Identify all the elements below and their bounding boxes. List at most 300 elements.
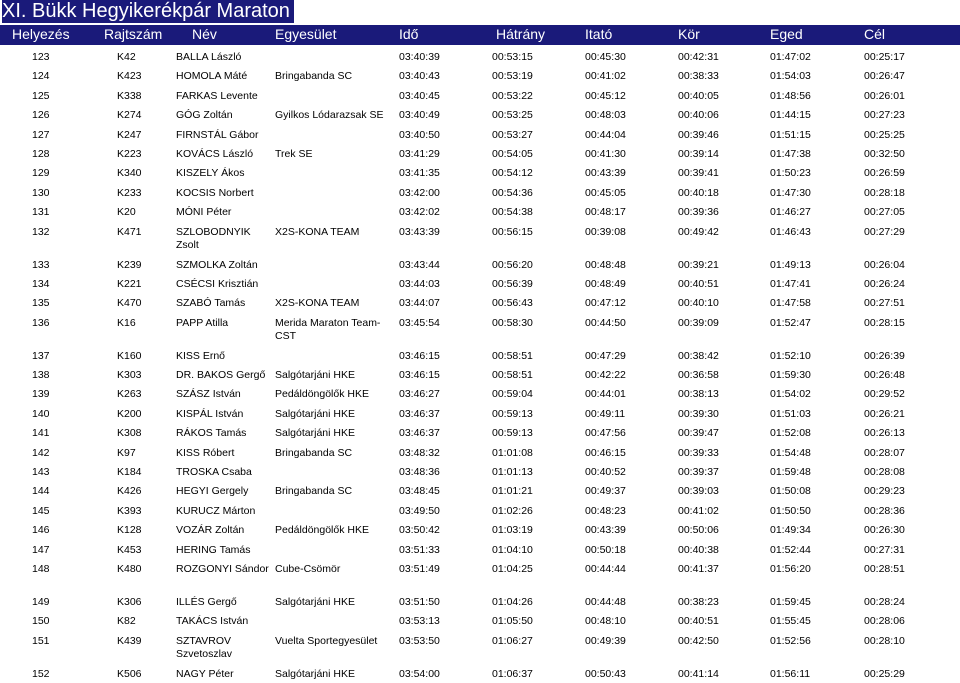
name-cell: TAKÁCS István xyxy=(176,615,249,628)
bib-cell: K470 xyxy=(117,297,142,310)
eged-split-cell: 01:51:15 xyxy=(770,128,811,141)
time-cell: 03:44:07 xyxy=(399,297,440,310)
bib-cell: K223 xyxy=(117,147,142,160)
kor-split-cell: 00:41:02 xyxy=(678,504,719,517)
bib-cell: K160 xyxy=(117,349,142,362)
eged-split-cell: 01:47:38 xyxy=(770,147,811,160)
position-cell: 123 xyxy=(32,51,50,63)
gap-cell: 01:04:26 xyxy=(492,595,533,608)
table-row xyxy=(0,125,960,144)
time-cell: 03:51:50 xyxy=(399,595,440,608)
itato-split-cell: 00:48:49 xyxy=(585,277,626,290)
cel-split-cell: 00:26:13 xyxy=(864,427,905,440)
column-header-nev: Név xyxy=(192,26,217,42)
gap-cell: 01:02:26 xyxy=(492,504,533,517)
gap-cell: 01:04:10 xyxy=(492,543,533,556)
name-cell: ILLÉS Gergő xyxy=(176,595,237,608)
itato-split-cell: 00:39:08 xyxy=(585,225,626,238)
name-cell: FARKAS Levente xyxy=(176,89,258,102)
club-cell: Salgótarjáni HKE xyxy=(275,407,355,420)
bib-cell: K303 xyxy=(117,369,142,382)
eged-split-cell: 01:52:56 xyxy=(770,634,811,647)
table-row xyxy=(0,274,960,293)
kor-split-cell: 00:39:37 xyxy=(678,466,719,479)
position-cell: 150 xyxy=(32,615,50,628)
club-cell: X2S-KONA TEAM xyxy=(275,225,360,238)
position-cell: 135 xyxy=(32,297,50,310)
column-header-cel: Cél xyxy=(864,26,886,42)
kor-split-cell: 00:40:10 xyxy=(678,297,719,310)
time-cell: 03:40:43 xyxy=(399,70,440,83)
position-cell: 133 xyxy=(32,258,50,271)
itato-split-cell: 00:47:29 xyxy=(585,349,626,362)
name-cell: RÁKOS Tamás xyxy=(176,427,247,440)
position-cell: 132 xyxy=(32,225,50,238)
table-row xyxy=(0,664,960,683)
itato-split-cell: 00:45:12 xyxy=(585,89,626,102)
eged-split-cell: 01:59:48 xyxy=(770,466,811,479)
club-cell: Pedáldöngölők HKE xyxy=(275,388,369,401)
kor-split-cell: 00:40:51 xyxy=(678,277,719,290)
name-cell: KISZELY Ákos xyxy=(176,167,245,180)
eged-split-cell: 01:54:03 xyxy=(770,70,811,83)
bib-cell: K221 xyxy=(117,277,142,290)
results-table xyxy=(0,47,960,683)
position-cell: 137 xyxy=(32,349,50,362)
gap-cell: 00:56:39 xyxy=(492,277,533,290)
eged-split-cell: 01:52:08 xyxy=(770,427,811,440)
position-cell: 124 xyxy=(32,70,50,83)
table-row xyxy=(0,540,960,559)
table-row xyxy=(0,255,960,274)
time-cell: 03:48:36 xyxy=(399,466,440,479)
eged-split-cell: 01:59:45 xyxy=(770,595,811,608)
gap-cell: 00:56:20 xyxy=(492,258,533,271)
eged-split-cell: 01:52:47 xyxy=(770,316,811,329)
name-cell: TROSKA Csaba xyxy=(176,466,252,479)
itato-split-cell: 00:48:17 xyxy=(585,206,626,219)
cel-split-cell: 00:26:04 xyxy=(864,258,905,271)
position-cell: 139 xyxy=(32,388,50,401)
position-cell: 141 xyxy=(32,427,50,440)
kor-split-cell: 00:40:51 xyxy=(678,615,719,628)
time-cell: 03:51:49 xyxy=(399,562,440,575)
eged-split-cell: 01:52:44 xyxy=(770,543,811,556)
bib-cell: K306 xyxy=(117,595,142,608)
name-cell: KISS Róbert xyxy=(176,446,235,459)
kor-split-cell: 00:40:18 xyxy=(678,186,719,199)
name-cell: SZMOLKA Zoltán xyxy=(176,258,258,271)
kor-split-cell: 00:39:41 xyxy=(678,167,719,180)
kor-split-cell: 00:38:33 xyxy=(678,70,719,83)
name-cell: BALLA László xyxy=(176,51,242,63)
cel-split-cell: 00:28:15 xyxy=(864,316,905,329)
position-cell: 138 xyxy=(32,369,50,382)
eged-split-cell: 01:47:41 xyxy=(770,277,811,290)
time-cell: 03:41:35 xyxy=(399,167,440,180)
cel-split-cell: 00:27:05 xyxy=(864,206,905,219)
cel-split-cell: 00:28:18 xyxy=(864,186,905,199)
time-cell: 03:40:45 xyxy=(399,89,440,102)
time-cell: 03:48:32 xyxy=(399,446,440,459)
name-cell: FIRNSTÁL Gábor xyxy=(176,128,259,141)
position-cell: 125 xyxy=(32,89,50,102)
cel-split-cell: 00:28:10 xyxy=(864,634,905,647)
column-header-itato: Itató xyxy=(585,26,613,42)
time-cell: 03:46:15 xyxy=(399,349,440,362)
eged-split-cell: 01:47:58 xyxy=(770,297,811,310)
gap-cell: 00:53:22 xyxy=(492,89,533,102)
gap-cell: 00:54:05 xyxy=(492,147,533,160)
kor-split-cell: 00:39:21 xyxy=(678,258,719,271)
eged-split-cell: 01:54:02 xyxy=(770,388,811,401)
gap-cell: 00:58:51 xyxy=(492,369,533,382)
table-row xyxy=(0,462,960,481)
kor-split-cell: 00:38:13 xyxy=(678,388,719,401)
position-cell: 144 xyxy=(32,485,50,498)
name-cell: DR. BAKOS Gergő xyxy=(176,369,266,382)
gap-cell: 01:03:19 xyxy=(492,524,533,537)
kor-split-cell: 00:38:42 xyxy=(678,349,719,362)
eged-split-cell: 01:51:03 xyxy=(770,407,811,420)
position-cell: 129 xyxy=(32,167,50,180)
cel-split-cell: 00:28:36 xyxy=(864,504,905,517)
position-cell: 147 xyxy=(32,543,50,556)
gap-cell: 00:54:12 xyxy=(492,167,533,180)
itato-split-cell: 00:47:12 xyxy=(585,297,626,310)
club-cell: Salgótarjáni HKE xyxy=(275,595,355,608)
position-cell: 126 xyxy=(32,109,50,122)
bib-cell: K82 xyxy=(117,615,136,628)
name-cell: KISS Ernő xyxy=(176,349,226,362)
position-cell: 148 xyxy=(32,562,50,575)
time-cell: 03:41:29 xyxy=(399,147,440,160)
itato-split-cell: 00:45:05 xyxy=(585,186,626,199)
cel-split-cell: 00:27:31 xyxy=(864,543,905,556)
column-header-eged: Eged xyxy=(770,26,803,42)
eged-split-cell: 01:50:50 xyxy=(770,504,811,517)
club-cell: Salgótarjáni HKE xyxy=(275,369,355,382)
table-row xyxy=(0,313,960,346)
bib-cell: K42 xyxy=(117,51,136,63)
table-row xyxy=(0,222,960,255)
table-row xyxy=(0,443,960,462)
table-row xyxy=(0,183,960,202)
gap-cell: 00:53:15 xyxy=(492,51,533,63)
cel-split-cell: 00:29:52 xyxy=(864,388,905,401)
column-header-egyesulet: Egyesület xyxy=(275,26,337,42)
table-row xyxy=(0,47,960,66)
table-row xyxy=(0,163,960,182)
name-cell: HOMOLA Máté xyxy=(176,70,248,83)
itato-split-cell: 00:48:10 xyxy=(585,615,626,628)
position-cell: 136 xyxy=(32,316,50,329)
bib-cell: K439 xyxy=(117,634,142,647)
kor-split-cell: 00:41:14 xyxy=(678,667,719,680)
kor-split-cell: 00:38:23 xyxy=(678,595,719,608)
gap-cell: 00:54:38 xyxy=(492,206,533,219)
time-cell: 03:40:39 xyxy=(399,51,440,63)
table-row xyxy=(0,384,960,403)
name-cell: SZTAVROV Szvetoszlav xyxy=(176,634,233,660)
bib-cell: K247 xyxy=(117,128,142,141)
itato-split-cell: 00:44:48 xyxy=(585,595,626,608)
club-cell: Salgótarjáni HKE xyxy=(275,667,355,680)
club-cell: Bringabanda SC xyxy=(275,446,353,459)
time-cell: 03:44:03 xyxy=(399,277,440,290)
cel-split-cell: 00:27:51 xyxy=(864,297,905,310)
itato-split-cell: 00:48:23 xyxy=(585,504,626,517)
bib-cell: K308 xyxy=(117,427,142,440)
column-header-ido: Idő xyxy=(399,26,419,42)
itato-split-cell: 00:48:48 xyxy=(585,258,626,271)
table-row xyxy=(0,481,960,500)
itato-split-cell: 00:43:39 xyxy=(585,524,626,537)
club-cell: Salgótarjáni HKE xyxy=(275,427,355,440)
position-cell: 131 xyxy=(32,206,50,219)
kor-split-cell: 00:50:06 xyxy=(678,524,719,537)
time-cell: 03:46:15 xyxy=(399,369,440,382)
time-cell: 03:50:42 xyxy=(399,524,440,537)
bib-cell: K16 xyxy=(117,316,136,329)
gap-cell: 01:04:25 xyxy=(492,562,533,575)
kor-split-cell: 00:39:14 xyxy=(678,147,719,160)
time-cell: 03:48:45 xyxy=(399,485,440,498)
eged-split-cell: 01:56:11 xyxy=(770,667,811,680)
gap-cell: 00:58:30 xyxy=(492,316,533,329)
itato-split-cell: 00:41:30 xyxy=(585,147,626,160)
name-cell: KOCSIS Norbert xyxy=(176,186,254,199)
itato-split-cell: 00:49:11 xyxy=(585,407,626,420)
gap-cell: 01:01:13 xyxy=(492,466,533,479)
column-header-kor: Kör xyxy=(678,26,700,42)
itato-split-cell: 00:43:39 xyxy=(585,167,626,180)
itato-split-cell: 00:49:39 xyxy=(585,634,626,647)
gap-cell: 00:56:43 xyxy=(492,297,533,310)
itato-split-cell: 00:50:43 xyxy=(585,667,626,680)
column-header-helyezes: Helyezés xyxy=(12,26,70,42)
eged-split-cell: 01:46:43 xyxy=(770,225,811,238)
bib-cell: K480 xyxy=(117,562,142,575)
name-cell: PAPP Atilla xyxy=(176,316,229,329)
eged-split-cell: 01:50:08 xyxy=(770,485,811,498)
eged-split-cell: 01:47:30 xyxy=(770,186,811,199)
position-cell: 152 xyxy=(32,667,50,680)
itato-split-cell: 00:49:37 xyxy=(585,485,626,498)
cel-split-cell: 00:27:23 xyxy=(864,109,905,122)
kor-split-cell: 00:40:38 xyxy=(678,543,719,556)
name-cell: GÓG Zoltán xyxy=(176,109,233,122)
position-cell: 143 xyxy=(32,466,50,479)
table-header xyxy=(0,25,960,45)
time-cell: 03:45:54 xyxy=(399,316,440,329)
itato-split-cell: 00:42:22 xyxy=(585,369,626,382)
cel-split-cell: 00:28:07 xyxy=(864,446,905,459)
time-cell: 03:46:37 xyxy=(399,427,440,440)
cel-split-cell: 00:28:06 xyxy=(864,615,905,628)
cel-split-cell: 00:28:51 xyxy=(864,562,905,575)
column-header-rajtszam: Rajtszám xyxy=(104,26,163,42)
eged-split-cell: 01:46:27 xyxy=(770,206,811,219)
position-cell: 134 xyxy=(32,277,50,290)
gap-cell: 01:05:50 xyxy=(492,615,533,628)
time-cell: 03:54:00 xyxy=(399,667,440,680)
name-cell: VOZÁR Zoltán xyxy=(176,524,245,537)
cel-split-cell: 00:26:01 xyxy=(864,89,905,102)
bib-cell: K506 xyxy=(117,667,142,680)
table-row xyxy=(0,293,960,312)
column-header-hatrany: Hátrány xyxy=(496,26,546,42)
club-cell: Gyilkos Lódarazsak SE xyxy=(275,109,384,122)
cel-split-cell: 00:29:23 xyxy=(864,485,905,498)
itato-split-cell: 00:47:56 xyxy=(585,427,626,440)
club-cell: Cube-Csömör xyxy=(275,562,341,575)
table-row xyxy=(0,559,960,592)
gap-cell: 01:06:27 xyxy=(492,634,533,647)
itato-split-cell: 00:48:03 xyxy=(585,109,626,122)
itato-split-cell: 00:40:52 xyxy=(585,466,626,479)
gap-cell: 00:59:13 xyxy=(492,407,533,420)
cel-split-cell: 00:26:30 xyxy=(864,524,905,537)
time-cell: 03:40:49 xyxy=(399,109,440,122)
position-cell: 151 xyxy=(32,634,50,647)
club-cell: X2S-KONA TEAM xyxy=(275,297,360,310)
time-cell: 03:43:44 xyxy=(399,258,440,271)
itato-split-cell: 00:44:01 xyxy=(585,388,626,401)
bib-cell: K97 xyxy=(117,446,136,459)
position-cell: 146 xyxy=(32,524,50,537)
kor-split-cell: 00:40:05 xyxy=(678,89,719,102)
cel-split-cell: 00:27:29 xyxy=(864,225,905,238)
name-cell: SZÁSZ István xyxy=(176,388,241,401)
eged-split-cell: 01:49:34 xyxy=(770,524,811,537)
table-row xyxy=(0,86,960,105)
eged-split-cell: 01:55:45 xyxy=(770,615,811,628)
bib-cell: K340 xyxy=(117,167,142,180)
bib-cell: K453 xyxy=(117,543,142,556)
cel-split-cell: 00:26:47 xyxy=(864,70,905,83)
eged-split-cell: 01:48:56 xyxy=(770,89,811,102)
time-cell: 03:40:50 xyxy=(399,128,440,141)
table-row xyxy=(0,404,960,423)
name-cell: SZLOBODNYIK Zsolt xyxy=(176,225,251,251)
eged-split-cell: 01:59:30 xyxy=(770,369,811,382)
itato-split-cell: 00:41:02 xyxy=(585,70,626,83)
name-cell: SZABÓ Tamás xyxy=(176,297,246,310)
kor-split-cell: 00:39:09 xyxy=(678,316,719,329)
name-cell: CSÉCSI Krisztián xyxy=(176,277,259,290)
itato-split-cell: 00:44:04 xyxy=(585,128,626,141)
time-cell: 03:42:02 xyxy=(399,206,440,219)
eged-split-cell: 01:56:20 xyxy=(770,562,811,575)
itato-split-cell: 00:45:30 xyxy=(585,51,626,63)
name-cell: ROZGONYI Sándor xyxy=(176,562,269,575)
name-cell: KOVÁCS László xyxy=(176,147,254,160)
club-cell: Vuelta Sportegyesület xyxy=(275,634,378,647)
bib-cell: K263 xyxy=(117,388,142,401)
bib-cell: K471 xyxy=(117,225,142,238)
bib-cell: K233 xyxy=(117,186,142,199)
eged-split-cell: 01:49:13 xyxy=(770,258,811,271)
name-cell: NAGY Péter xyxy=(176,667,234,680)
time-cell: 03:43:39 xyxy=(399,225,440,238)
bib-cell: K423 xyxy=(117,70,142,83)
table-row xyxy=(0,592,960,611)
time-cell: 03:46:37 xyxy=(399,407,440,420)
eged-split-cell: 01:54:48 xyxy=(770,446,811,459)
gap-cell: 01:06:37 xyxy=(492,667,533,680)
kor-split-cell: 00:36:58 xyxy=(678,369,719,382)
itato-split-cell: 00:44:50 xyxy=(585,316,626,329)
bib-cell: K184 xyxy=(117,466,142,479)
table-row xyxy=(0,631,960,664)
gap-cell: 00:59:04 xyxy=(492,388,533,401)
time-cell: 03:53:13 xyxy=(399,615,440,628)
bib-cell: K393 xyxy=(117,504,142,517)
cel-split-cell: 00:28:24 xyxy=(864,595,905,608)
itato-split-cell: 00:50:18 xyxy=(585,543,626,556)
eged-split-cell: 01:44:15 xyxy=(770,109,811,122)
table-row xyxy=(0,365,960,384)
kor-split-cell: 00:41:37 xyxy=(678,562,719,575)
club-cell: Pedáldöngölők HKE xyxy=(275,524,369,537)
name-cell: HERING Tamás xyxy=(176,543,251,556)
kor-split-cell: 00:39:46 xyxy=(678,128,719,141)
gap-cell: 00:53:25 xyxy=(492,109,533,122)
table-row xyxy=(0,66,960,85)
gap-cell: 01:01:08 xyxy=(492,446,533,459)
eged-split-cell: 01:52:10 xyxy=(770,349,811,362)
club-cell: Trek SE xyxy=(275,147,313,160)
position-cell: 140 xyxy=(32,407,50,420)
cel-split-cell: 00:28:08 xyxy=(864,466,905,479)
position-cell: 145 xyxy=(32,504,50,517)
kor-split-cell: 00:39:30 xyxy=(678,407,719,420)
cel-split-cell: 00:26:48 xyxy=(864,369,905,382)
table-row xyxy=(0,501,960,520)
table-row xyxy=(0,202,960,221)
position-cell: 130 xyxy=(32,186,50,199)
name-cell: KURUCZ Márton xyxy=(176,504,256,517)
gap-cell: 00:53:19 xyxy=(492,70,533,83)
cel-split-cell: 00:26:39 xyxy=(864,349,905,362)
gap-cell: 00:59:13 xyxy=(492,427,533,440)
gap-cell: 00:56:15 xyxy=(492,225,533,238)
gap-cell: 00:58:51 xyxy=(492,349,533,362)
time-cell: 03:49:50 xyxy=(399,504,440,517)
itato-split-cell: 00:44:44 xyxy=(585,562,626,575)
cel-split-cell: 00:26:21 xyxy=(864,407,905,420)
name-cell: KISPÁL István xyxy=(176,407,244,420)
page-title: XI. Bükk Hegyikerékpár Maraton xyxy=(2,0,294,23)
time-cell: 03:53:50 xyxy=(399,634,440,647)
cel-split-cell: 00:25:25 xyxy=(864,128,905,141)
position-cell: 142 xyxy=(32,446,50,459)
time-cell: 03:51:33 xyxy=(399,543,440,556)
bib-cell: K128 xyxy=(117,524,142,537)
bib-cell: K239 xyxy=(117,258,142,271)
gap-cell: 00:54:36 xyxy=(492,186,533,199)
kor-split-cell: 00:40:06 xyxy=(678,109,719,122)
kor-split-cell: 00:39:47 xyxy=(678,427,719,440)
bib-cell: K200 xyxy=(117,407,142,420)
table-row xyxy=(0,423,960,442)
kor-split-cell: 00:39:36 xyxy=(678,206,719,219)
kor-split-cell: 00:39:03 xyxy=(678,485,719,498)
kor-split-cell: 00:42:31 xyxy=(678,51,719,63)
time-cell: 03:46:27 xyxy=(399,388,440,401)
kor-split-cell: 00:49:42 xyxy=(678,225,719,238)
